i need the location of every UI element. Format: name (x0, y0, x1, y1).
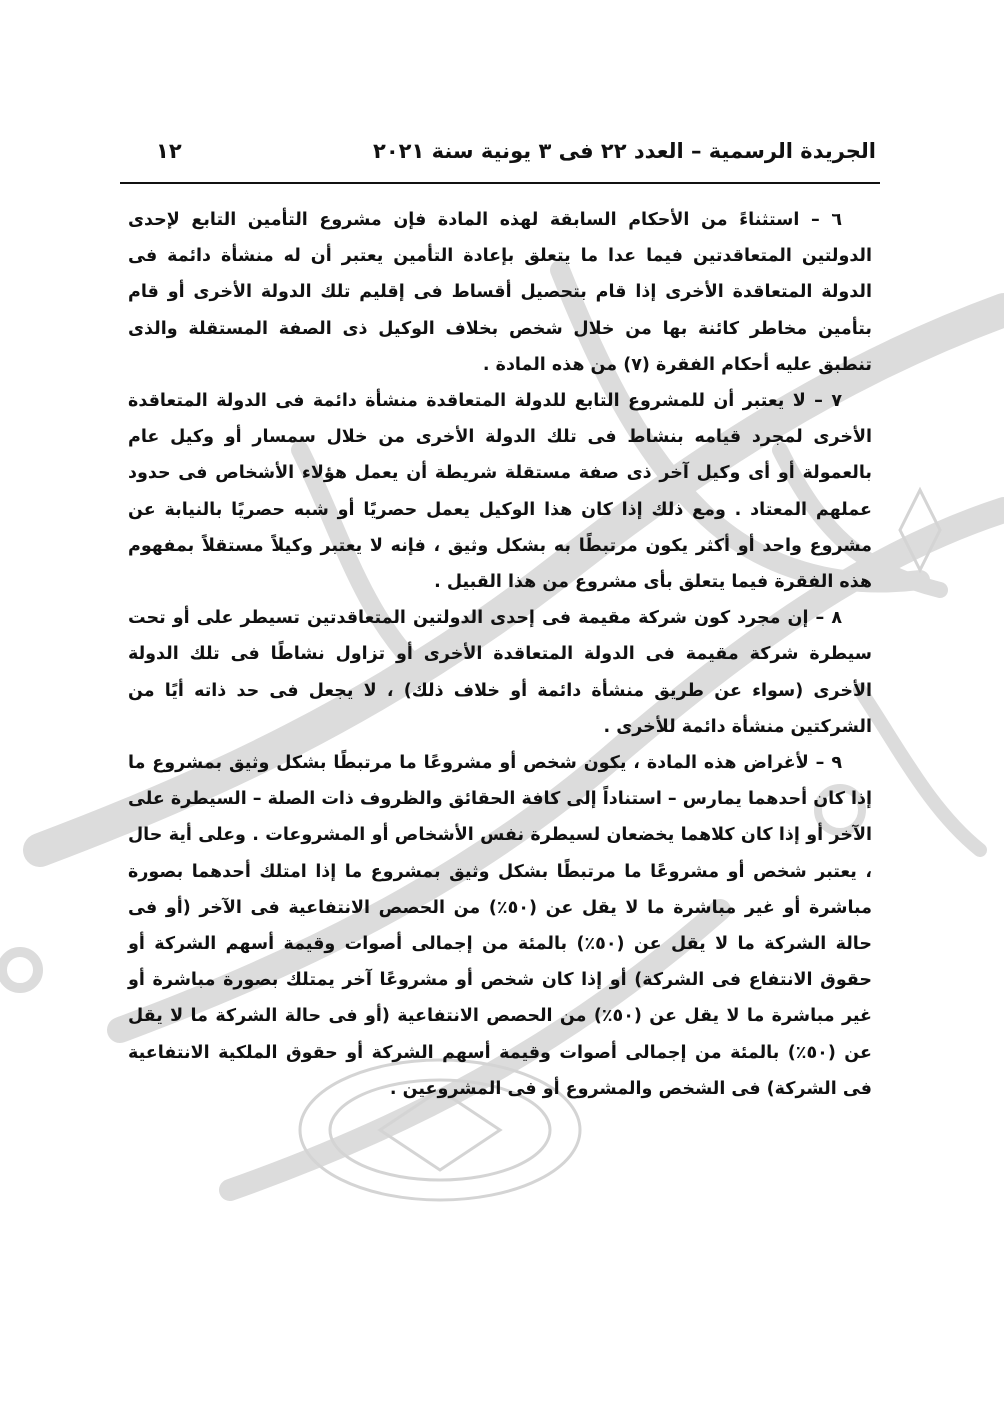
paragraph-clause-7: ٧ – لا يعتبر أن للمشروع التابع للدولة المتعاقدة منشأة دائمة فى الدولة المتعاقدة الأخرى لمجرد قيامه بنشاط فى تلك الدولة الأخرى من خلال سمسار أو وكيل عام بالعمولة أو أى وكيل آخر ذى صفة مستقلة شريطة أن يعمل هؤلاء الأشخاص فى حدود عملهم المعتاد . ومع ذلك إذا كان هذا الوكيل يعمل حصريًا أو شبه حصريًا بالنيابة عن مشروع واحد أو أكثر يكون مرتبطًا به بشكل وثيق ، فإنه لا يعتبر وكيلاً مستقلاً بمفهوم هذه الفقرة فيما يتعلق بأى مشروع من هذا القبيل . (128, 391, 872, 593)
page-number: ١٢ (156, 139, 182, 163)
header-title: الجريدة الرسمية – العدد ٢٢ فى ٣ يونية سنة ٢٠٢١ (373, 139, 876, 163)
paragraph-clause-9: ٩ – لأغراض هذه المادة ، يكون شخص أو مشروعًا ما مرتبطًا بشكل وثيق بمشروع ما إذا كان أحدهما يمارس – استناداً إلى كافة الحقائق والظروف ذات الصلة – السيطرة على الآخر أو إذا كان كلاهما يخضعان لسيطرة نفس الأشخاص أو المشروعات . وعلى أية حال ، يعتبر شخص أو مشروعًا ما مرتبطًا بشكل وثيق بمشروع ما إذا امتلك أحدهما بصورة مباشرة أو غير مباشرة ما لا يقل عن (٥٠٪) من الحصص الانتفاعية فى الآخر (أو فى حالة الشركة ما لا يقل عن (٥٠٪) بالمئة من إجمالى أصوات وقيمة أسهم الشركة أو حقوق الانتفاع فى الشركة) أو إذا كان شخص أو مشروعًا آخر يمتلك بصورة مباشرة أو غير مباشرة ما لا يقل عن (٥٠٪) من الحصص الانتفاعية (أو فى حالة الشركة ما لا يقل عن (٥٠٪) بالمئة من إجمالى أصوات وقيمة أسهم الشركة أو حقوق الملكية الانتفاعية فى الشركة) فى الشخص والمشروع أو فى المشروعين . (128, 753, 873, 1099)
page-header (156, 128, 876, 174)
document-body (128, 202, 872, 1107)
header-divider (120, 182, 880, 184)
paragraph-clause-8: ٨ – إن مجرد كون شركة مقيمة فى إحدى الدولتين المتعاقدتين تسيطر على أو تحت سيطرة شركة مقيمة فى الدولة المتعاقدة الأخرى أو تزاول نشاطًا فى تلك الدولة الأخرى (سواء عن طريق منشأة دائمة أو خلاف ذلك) ، لا يجعل فى حد ذاته أيًا من الشركتين منشأة دائمة للأخرى . (128, 608, 872, 737)
paragraph-clause-6: ٦ – استثناءً من الأحكام السابقة لهذه المادة فإن مشروع التأمين التابع لإحدى الدولتين المتعاقدتين فيما عدا ما يتعلق بإعادة التأمين يعتبر أن له منشأة دائمة فى الدولة المتعاقدة الأخرى إذا قام بتحصيل أقساط فى إقليم تلك الدولة الأخرى أو قام بتأمين مخاطر كائنة بها من خلال شخص بخلاف الوكيل ذى الصفة المستقلة والذى تنطبق عليه أحكام الفقرة (٧) من هذه المادة . (128, 210, 872, 375)
